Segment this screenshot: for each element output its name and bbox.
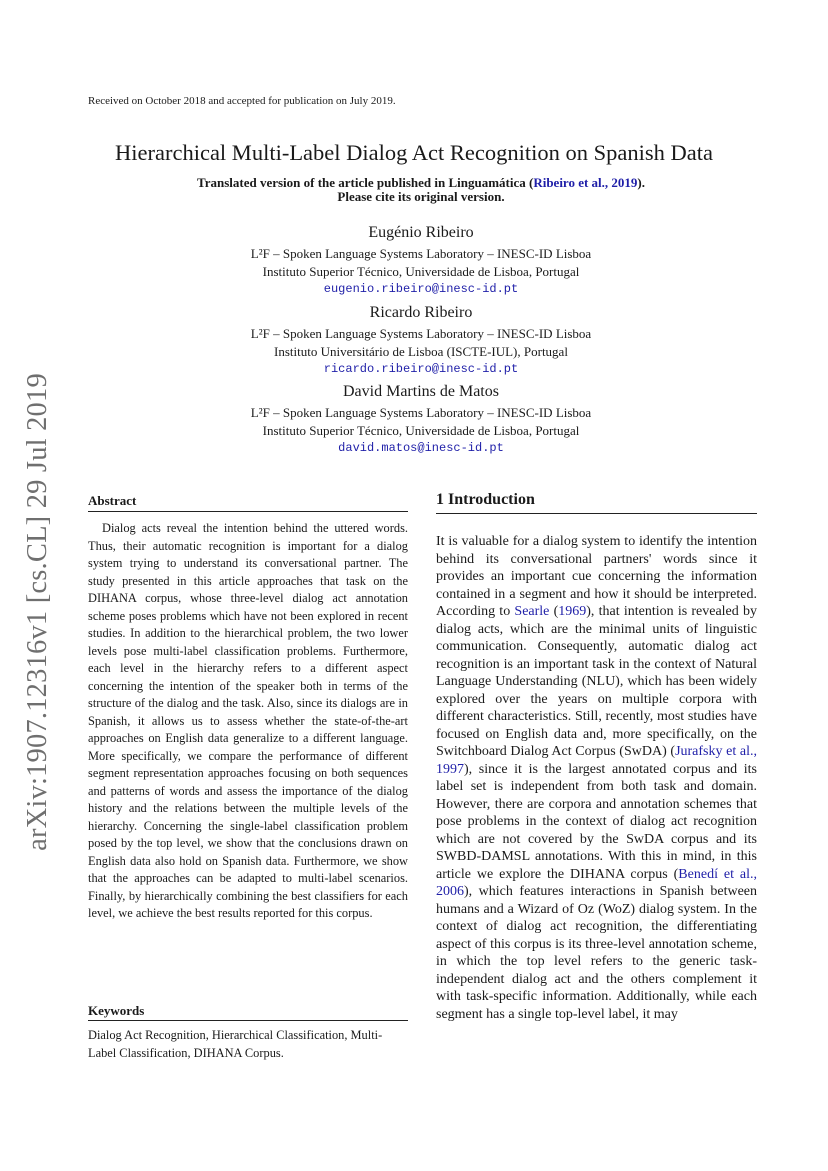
abstract-rule (88, 511, 408, 512)
author-name: Ricardo Ribeiro (369, 304, 473, 321)
author-affiliation: Instituto Superior Técnico, Universidade de Lisboa, Portugal (262, 264, 580, 279)
citation-link[interactable]: Ribeiro et al., 2019 (533, 175, 638, 190)
citation-benedi[interactable]: Benedí et al., 2006 (436, 866, 757, 899)
author-email[interactable]: eugenio.ribeiro@inesc-id.pt (323, 282, 519, 296)
translation-text-end: ). (637, 175, 646, 190)
received-note: Received on October 2018 and accepted for publication on July 2019. (88, 95, 396, 107)
author-block-3 (0, 383, 828, 455)
author-affiliation: L²F – Spoken Language Systems Laboratory – INESC-ID Lisboa (250, 246, 592, 261)
citation-jurafsky[interactable]: Jurafsky et al., 1997 (436, 744, 757, 777)
translation-line-1 (100, 176, 742, 190)
paper-title: Hierarchical Multi-Label Dialog Act Recognition on Spanish Data (115, 140, 713, 165)
author-affiliation: Instituto Universitário de Lisboa (ISCTE-IUL), Portugal (274, 344, 568, 359)
citation-1969[interactable]: 1969 (558, 604, 587, 619)
introduction-rule (436, 513, 757, 514)
author-name: Eugénio Ribeiro (368, 224, 474, 241)
introduction-body (436, 533, 757, 1023)
intro-text: ( (549, 604, 559, 619)
arxiv-stamp-text[interactable]: arXiv:1907.12316v1 [cs.CL] 29 Jul 2019 (22, 373, 53, 851)
translation-text: Translated version of the article published in Linguamática ( (196, 175, 534, 190)
author-affiliation: L²F – Spoken Language Systems Laboratory – INESC-ID Lisboa (250, 405, 592, 420)
keywords-rule (88, 1020, 408, 1021)
intro-text: It is valuable for a dialog system to identify the intention behind its conversational partners' words since it provides an important cue concerning the information contained in a segment and how it should be interpreted. According to (436, 534, 757, 619)
translation-line-2: Please cite its original version. (337, 189, 505, 204)
intro-text: ), that intention is revealed by dialog acts, which are the minimal units of linguistic communication. Consequently, automatic dialog act recognition is an important task in the context of Natural Language Understanding (NLU), which has been widely explored over the years on multiple corpora with different characteristics. Still, recently, most studies have focused on English data and, more specifically, on the Switchboard Dialog Act Corpus (SwDA) ( (436, 604, 757, 759)
keywords-heading: Keywords (88, 1003, 145, 1018)
citation-searle[interactable]: Searle (514, 604, 550, 619)
abstract-body (88, 520, 408, 923)
intro-text: ), since it is the largest annotated corpus and its label set is independent from both task and domain. However, there are corpora and annotation schemes that pose problems in the context of dialog act recognition which are not covered by the SwDA corpus and its SWBD-DAMSL annotations. With this in mind, in this article we explore the DIHANA corpus ( (436, 761, 757, 882)
intro-text: ), which features interactions in Spanish between humans and a Wizard of Oz (WoZ) dialog system. In the context of dialog act recognition, the differentiating aspect of this corpus is its three-level annotation scheme, in which the top level refers to the generic task-independent dialog act and the others complement it with task-specific information. Additionally, while each segment has a single top-level label, it may (436, 884, 757, 1022)
author-affiliation: Instituto Superior Técnico, Universidade de Lisboa, Portugal (262, 423, 580, 438)
abstract-heading: Abstract (88, 493, 137, 508)
introduction-paragraph (436, 533, 757, 1023)
author-name: David Martins de Matos (343, 383, 499, 400)
introduction-heading: 1 Introduction (436, 491, 535, 508)
author-affiliation: L²F – Spoken Language Systems Laboratory – INESC-ID Lisboa (250, 326, 592, 341)
author-email[interactable]: ricardo.ribeiro@inesc-id.pt (323, 362, 519, 376)
author-block-2 (0, 304, 828, 376)
author-email[interactable]: david.matos@inesc-id.pt (338, 441, 504, 455)
keywords-body: Dialog Act Recognition, Hierarchical Classification, Multi-Label Classification, DIHANA Corpus. (88, 1028, 383, 1060)
translation-note (100, 176, 742, 204)
abstract-text: Dialog acts reveal the intention behind the uttered words. Thus, their automatic recognition is important for a dialog system trying to understand its conversational partner. The study presented in this article approaches that task on the DIHANA corpus, whose three-level dialog act annotation scheme poses problems which have not been explored in recent studies. In addition to the hierarchical problem, the two lower levels pose multi-label classification problems. Furthermore, each level in the hierarchy refers to a different aspect concerning the intention of the speaker both in terms of the structure of the dialog and the task. Also, since its dialogs are in Spanish, it allows us to assess whether the state-of-the-art approaches on English data generalize to a different language. More specifically, we compare the performance of different segment representation approaches focusing on both sequences and patterns of words and assess the importance of the dialog history and the relations between the multiple levels of the hierarchy. Concerning the single-label classification problem posed by the top level, we show that the conclusions drawn on English data also hold on Spanish data. Furthermore, we show that the approaches can be adapted to multi-label scenarios. Finally, by hierarchically combining the best classifiers for each level, we achieve the best results reported for this corpus. (88, 521, 408, 920)
author-block-1 (0, 224, 828, 296)
